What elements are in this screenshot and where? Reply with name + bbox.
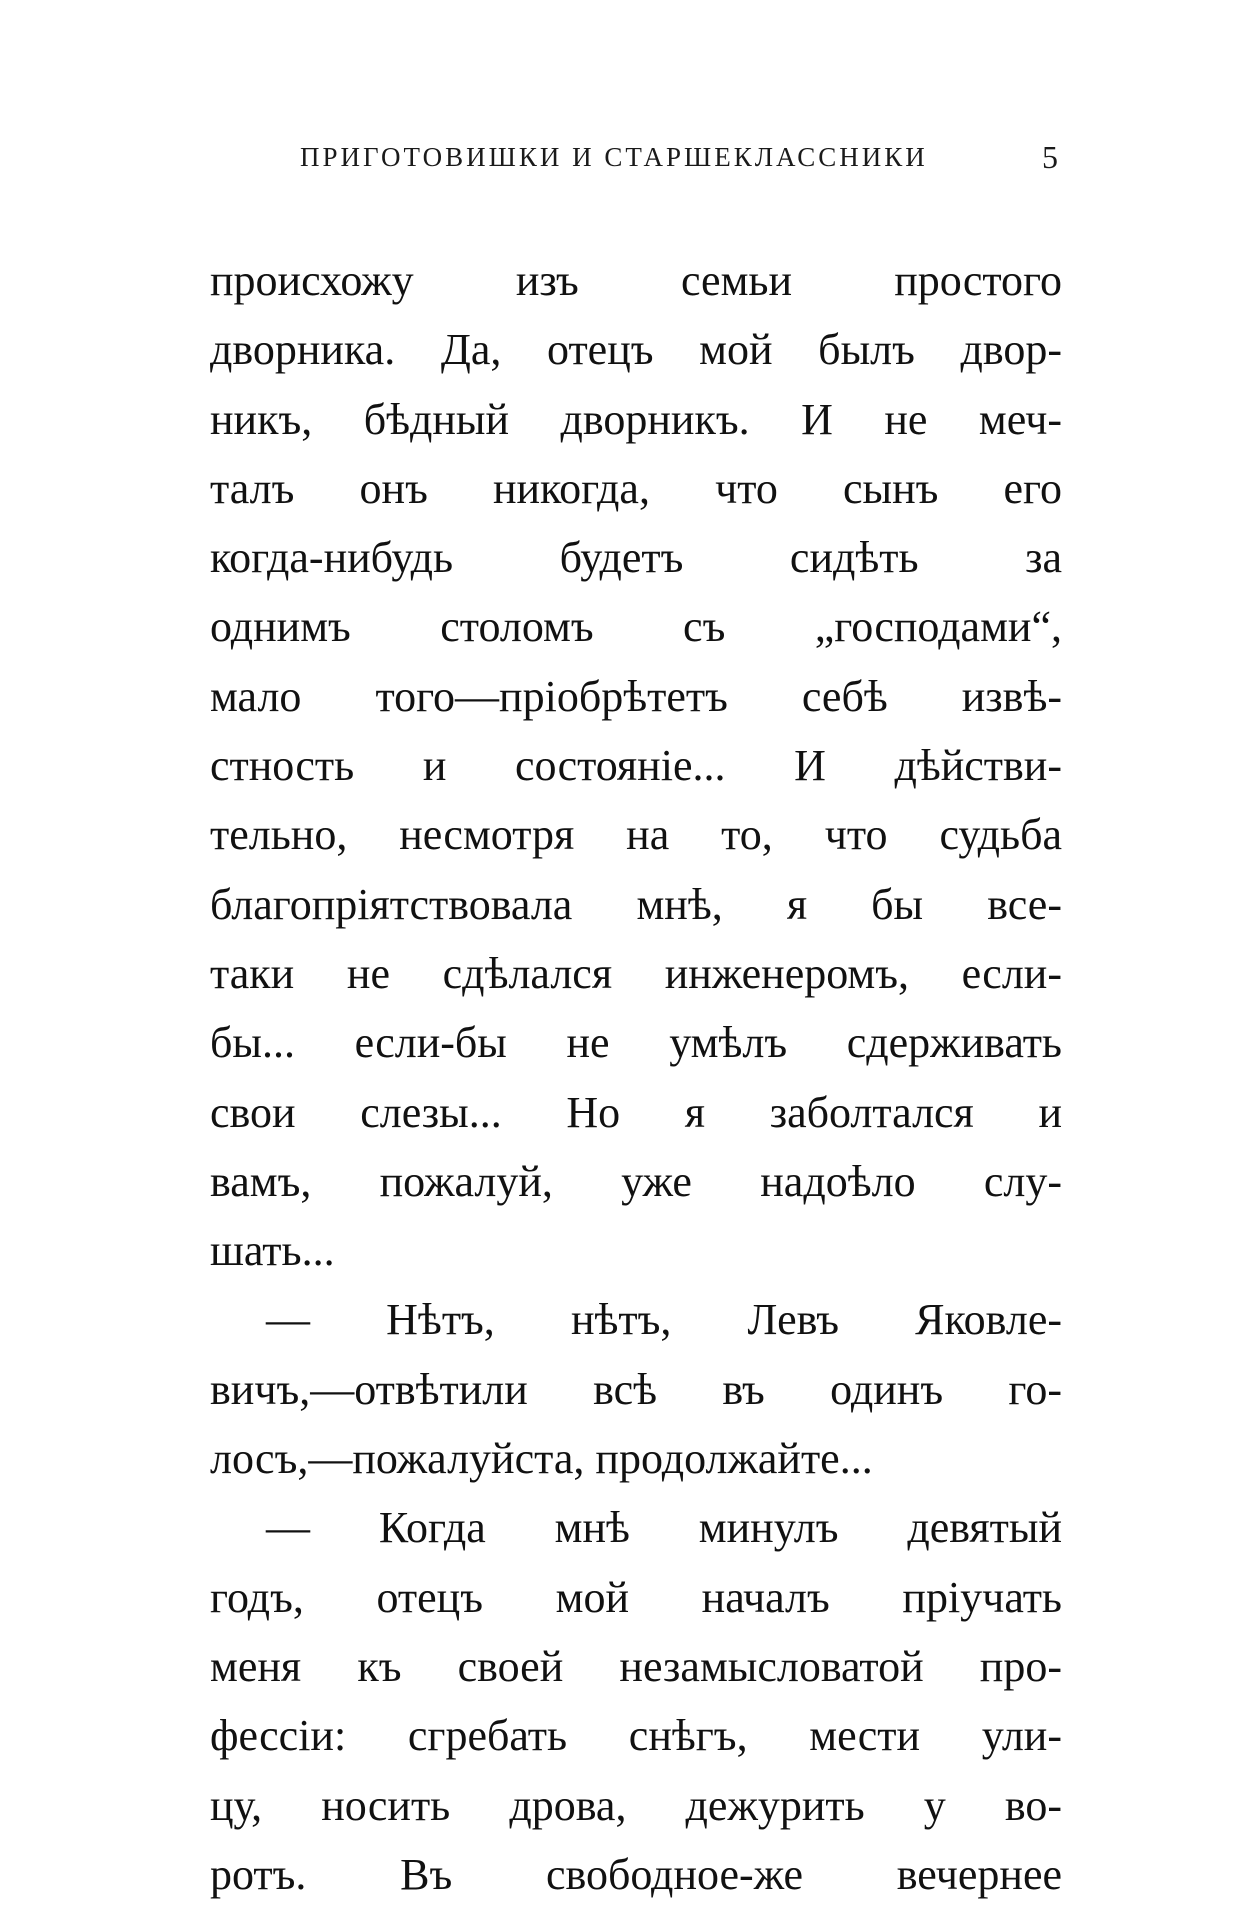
- text-line: происхожу изъ семьи простого: [210, 256, 1062, 305]
- text-line: благопріятствовала мнѣ, я бы все-: [210, 879, 1062, 929]
- text-line: — Нѣтъ, нѣтъ, Левъ Яковле-: [266, 1295, 1062, 1345]
- text-line: однимъ столомъ съ „господами“,: [210, 602, 1062, 652]
- text-line: дворника. Да, отецъ мой былъ двор-: [210, 325, 1062, 375]
- text-line: вамъ, пожалуй, уже надоѣло слу-: [210, 1156, 1062, 1206]
- text-line: фессіи: сгребать снѣгъ, мести ули-: [210, 1711, 1062, 1761]
- text-line: свои слезы... Но я заболтался и: [210, 1087, 1062, 1137]
- text-line: талъ онъ никогда, что сынъ его: [210, 463, 1062, 513]
- text-line: когда-нибудь будетъ сидѣть за: [210, 533, 1062, 583]
- running-head: [300, 139, 1058, 182]
- text-line: стность и состояніе... И дѣйстви-: [210, 741, 1062, 791]
- text-line: цу, носить дрова, дежурить у во-: [210, 1780, 1062, 1830]
- body-text: [210, 246, 1062, 1909]
- running-title: ПРИГОТОВИШКИ И СТАРШЕКЛАССНИКИ: [300, 142, 928, 172]
- text-line: — Когда мнѣ минулъ девятый: [266, 1503, 1062, 1553]
- text-line: годъ, отецъ мой началъ пріучать: [210, 1572, 1062, 1622]
- text-line: таки не сдѣлался инженеромъ, если-: [210, 948, 1062, 998]
- text-line: шать...: [210, 1226, 335, 1276]
- text-line: меня къ своей незамысловатой про-: [210, 1641, 1062, 1691]
- text-line: лосъ,—пожалуйста, продолжайте...: [210, 1434, 873, 1484]
- text-line: вичъ,—отвѣтили всѣ въ одинъ го-: [210, 1364, 1062, 1414]
- page-number: 5: [1042, 139, 1058, 175]
- text-line: ротъ. Въ свободное-же вечернее: [210, 1849, 1062, 1899]
- text-line: мало того—пріобрѣтетъ себѣ извѣ-: [210, 671, 1062, 721]
- text-line: бы... если-бы не умѣлъ сдерживать: [210, 1018, 1062, 1068]
- text-line: тельно, несмотря на то, что судьба: [210, 810, 1062, 860]
- text-line: никъ, бѣдный дворникъ. И не меч-: [210, 394, 1062, 444]
